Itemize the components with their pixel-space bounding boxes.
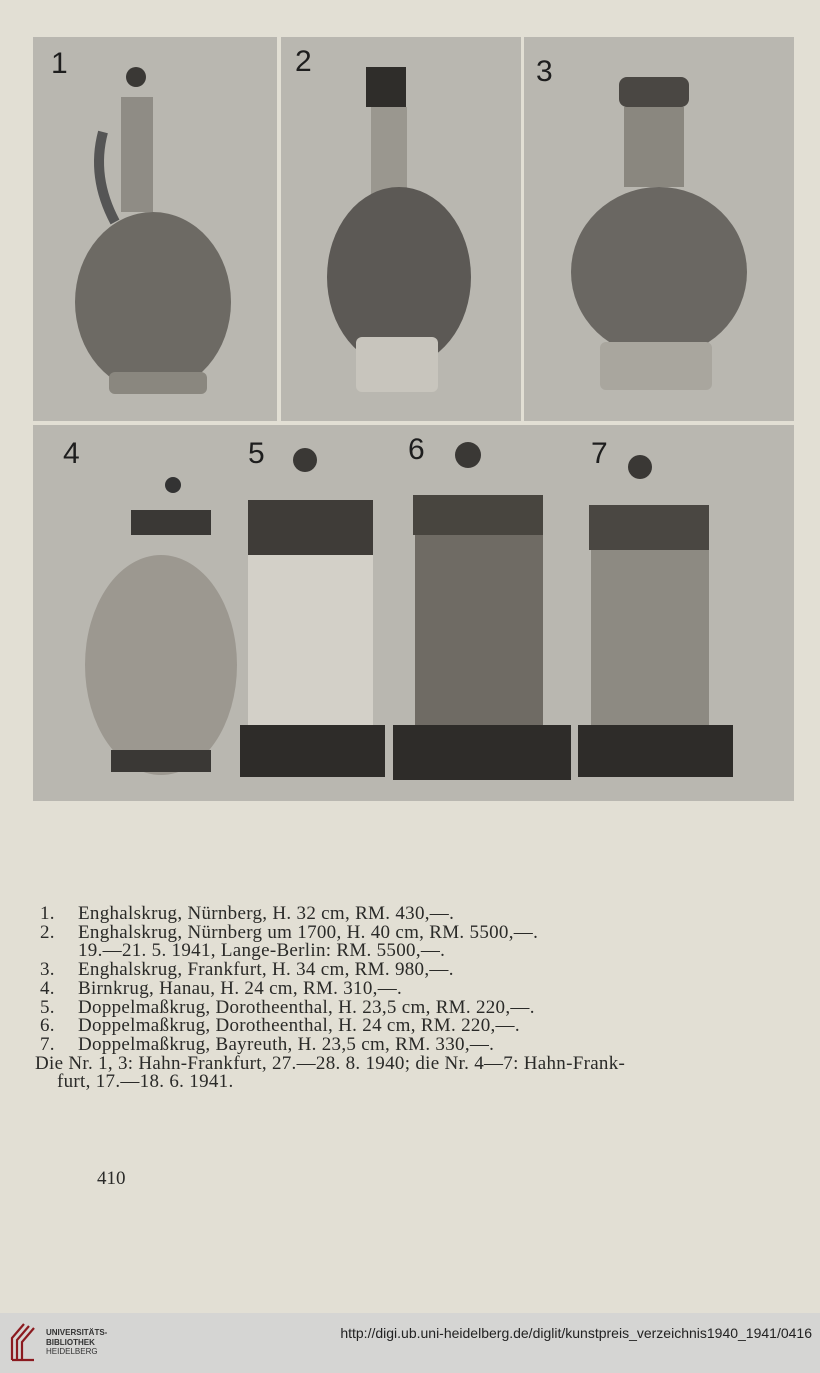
caption-number: 3. [40, 959, 55, 981]
jugs-image-4-7 [33, 425, 794, 801]
logo-line: BIBLIOTHEK [46, 1337, 95, 1347]
provenance-note: Die Nr. 1, 3: Hahn-Frankfurt, 27.—28. 8. 1940; die Nr. 4—7: Hahn-Frank- [35, 1052, 626, 1074]
caption-number: 7. [40, 1033, 55, 1055]
caption-text: Enghalskrug, Frankfurt, H. 34 cm, RM. 980,—. [78, 959, 454, 981]
figure-label: 5 [248, 437, 265, 470]
caption-item-4 [35, 977, 795, 999]
caption-number: 4. [40, 977, 55, 999]
caption-text: Enghalskrug, Nürnberg, H. 32 cm, RM. 430,—. [78, 903, 455, 924]
figure-label: 4 [63, 437, 80, 470]
caption-item-3 [35, 961, 795, 980]
caption-number: 6. [40, 1015, 55, 1037]
photo-panel-3 [524, 37, 794, 421]
jug-image-3 [524, 37, 794, 421]
caption-text: Enghalskrug, Nürnberg um 1700, H. 40 cm, RM. 5500,—. [78, 921, 539, 943]
library-logo-icon [8, 1320, 38, 1364]
photo-panel-4-7 [33, 425, 794, 801]
logo-line: HEIDELBERG [46, 1347, 98, 1356]
jug-image-1 [33, 37, 277, 421]
caption-number: 1. [40, 903, 55, 924]
provenance-note-cont: furt, 17.—18. 6. 1941. [57, 1071, 234, 1093]
photo-panel-2 [281, 37, 521, 421]
figure-label: 1 [51, 47, 68, 80]
figure-label: 7 [591, 437, 608, 470]
caption-item-7 [35, 1033, 795, 1055]
footer-bar [0, 1313, 820, 1373]
caption-item-1 [35, 905, 795, 924]
caption-text: Doppelmaßkrug, Bayreuth, H. 23,5 cm, RM. 330,—. [78, 1033, 495, 1055]
figure-label: 6 [408, 433, 425, 466]
page-number: 410 [97, 1168, 126, 1189]
caption-text: Birnkrug, Hanau, H. 24 cm, RM. 310,—. [78, 977, 403, 999]
caption-list [35, 905, 795, 1092]
figure-label: 2 [295, 45, 312, 78]
figure-label: 3 [536, 55, 553, 88]
caption-number: 5. [40, 996, 55, 1018]
source-url[interactable]: http://digi.ub.uni-heidelberg.de/diglit/kunstpreis_verzeichnis1940_1941/0416 [340, 1325, 812, 1341]
caption-number: 2. [40, 921, 55, 943]
caption-text: Doppelmaßkrug, Dorotheenthal, H. 24 cm, RM. 220,—. [78, 1015, 520, 1037]
library-logo-text [46, 1328, 107, 1357]
jug-image-2 [281, 37, 521, 421]
photo-panel-1 [33, 37, 277, 421]
caption-continuation: 19.—21. 5. 1941, Lange-Berlin: RM. 5500,—. [78, 940, 446, 962]
logo-line: UNIVERSITÄTS- [46, 1328, 108, 1337]
caption-text: Doppelmaßkrug, Dorotheenthal, H. 23,5 cm, RM. 220,—. [78, 996, 535, 1018]
